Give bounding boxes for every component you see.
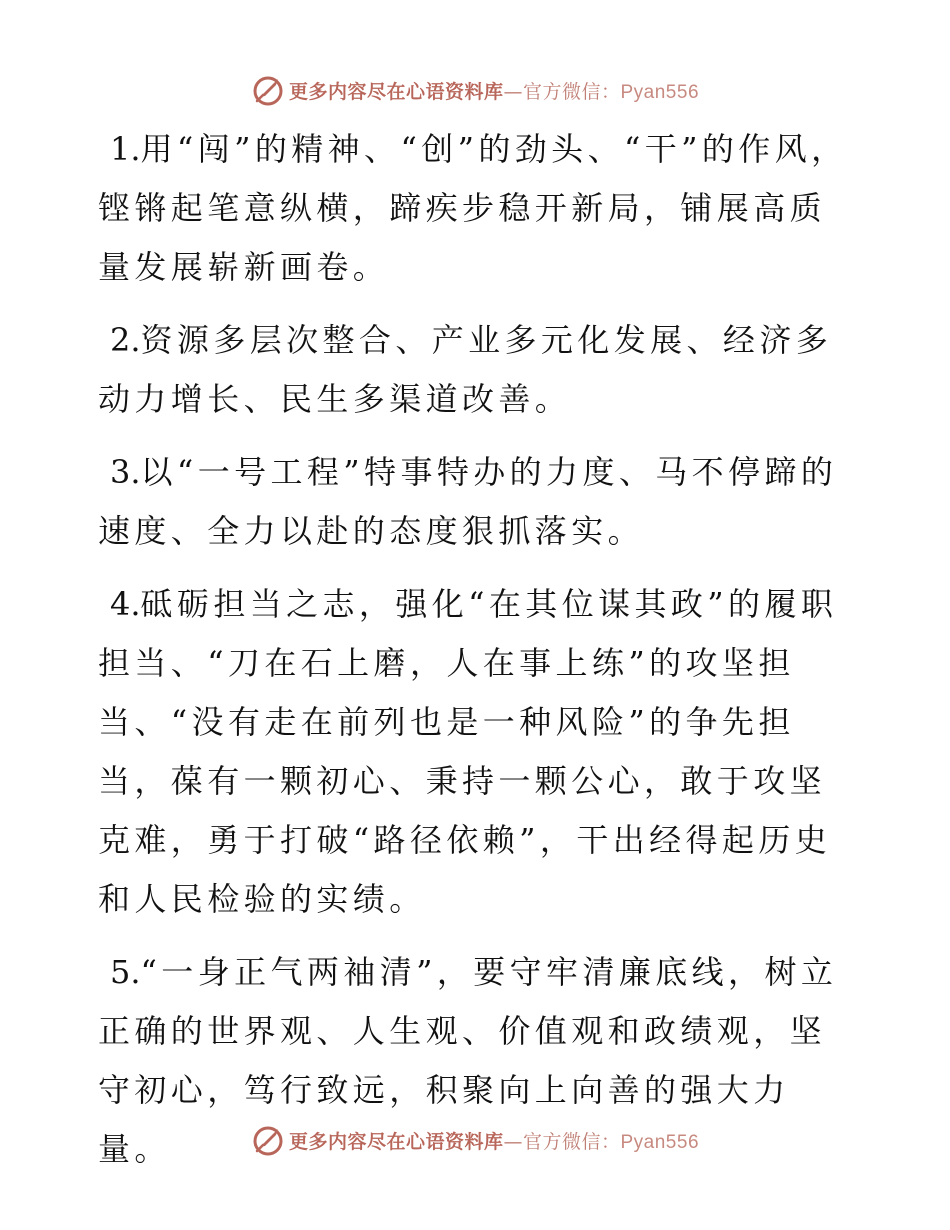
paragraph-text: 砥砺担当之志，强化“在其位谋其政”的履职担当、“刀在石上磨，人在事上练”的攻坚担当、“没有走在前列也是一种风险”的争先担当，葆有一颗初心、秉持一颗公心，敢于攻坚克难，勇于打破“路径依赖”，干出经得起历史和人民检验的实绩。	[98, 585, 838, 918]
paragraph-text: 资源多层次整合、产业多元化发展、经济多动力增长、民生多渠道改善。	[98, 321, 833, 418]
paragraph-text: “一身正气两袖清”，要守牢清廉底线，树立正确的世界观、人生观、价值观和政绩观，坚守初心，笃行致远，积聚向上向善的强大力量。	[98, 953, 838, 1168]
paragraph-3	[98, 443, 858, 561]
paragraph-number: 1.	[110, 130, 141, 168]
paragraph-1	[98, 120, 858, 297]
paragraph-number: 4.	[110, 585, 141, 623]
watermark-separator: —	[503, 80, 523, 103]
watermark-wechat-label: 官方微信：	[522, 1130, 621, 1153]
watermark-text	[289, 77, 699, 104]
quill-circle-icon	[251, 1123, 285, 1157]
watermark-wechat-label: 官方微信：	[522, 80, 621, 103]
watermark-brand: 更多内容尽在心语资料库	[288, 80, 504, 103]
paragraph-number: 5.	[110, 953, 141, 991]
watermark-wechat-id: Pyan556	[620, 81, 700, 103]
watermark-text	[289, 1127, 699, 1154]
watermark-brand: 更多内容尽在心语资料库	[288, 1130, 504, 1153]
paragraph-number: 2.	[110, 321, 141, 359]
watermark-separator: —	[503, 1130, 523, 1153]
paragraph-text: 用“闯”的精神、“创”的劲头、“干”的作风，铿锵起笔意纵横，蹄疾步稳开新局，铺展高质量发展崭新画卷。	[98, 130, 848, 286]
header-watermark	[0, 70, 950, 110]
paragraph-text: 以“一号工程”特事特办的力度、马不停蹄的速度、全力以赴的态度狠抓落实。	[98, 453, 838, 550]
paragraph-4	[98, 575, 858, 929]
paragraph-2	[98, 311, 858, 429]
document-body	[98, 120, 858, 1193]
paragraph-number: 3.	[110, 453, 141, 491]
watermark-wechat-id: Pyan556	[620, 1131, 700, 1153]
quill-circle-icon	[251, 73, 285, 107]
footer-watermark	[0, 1120, 950, 1160]
